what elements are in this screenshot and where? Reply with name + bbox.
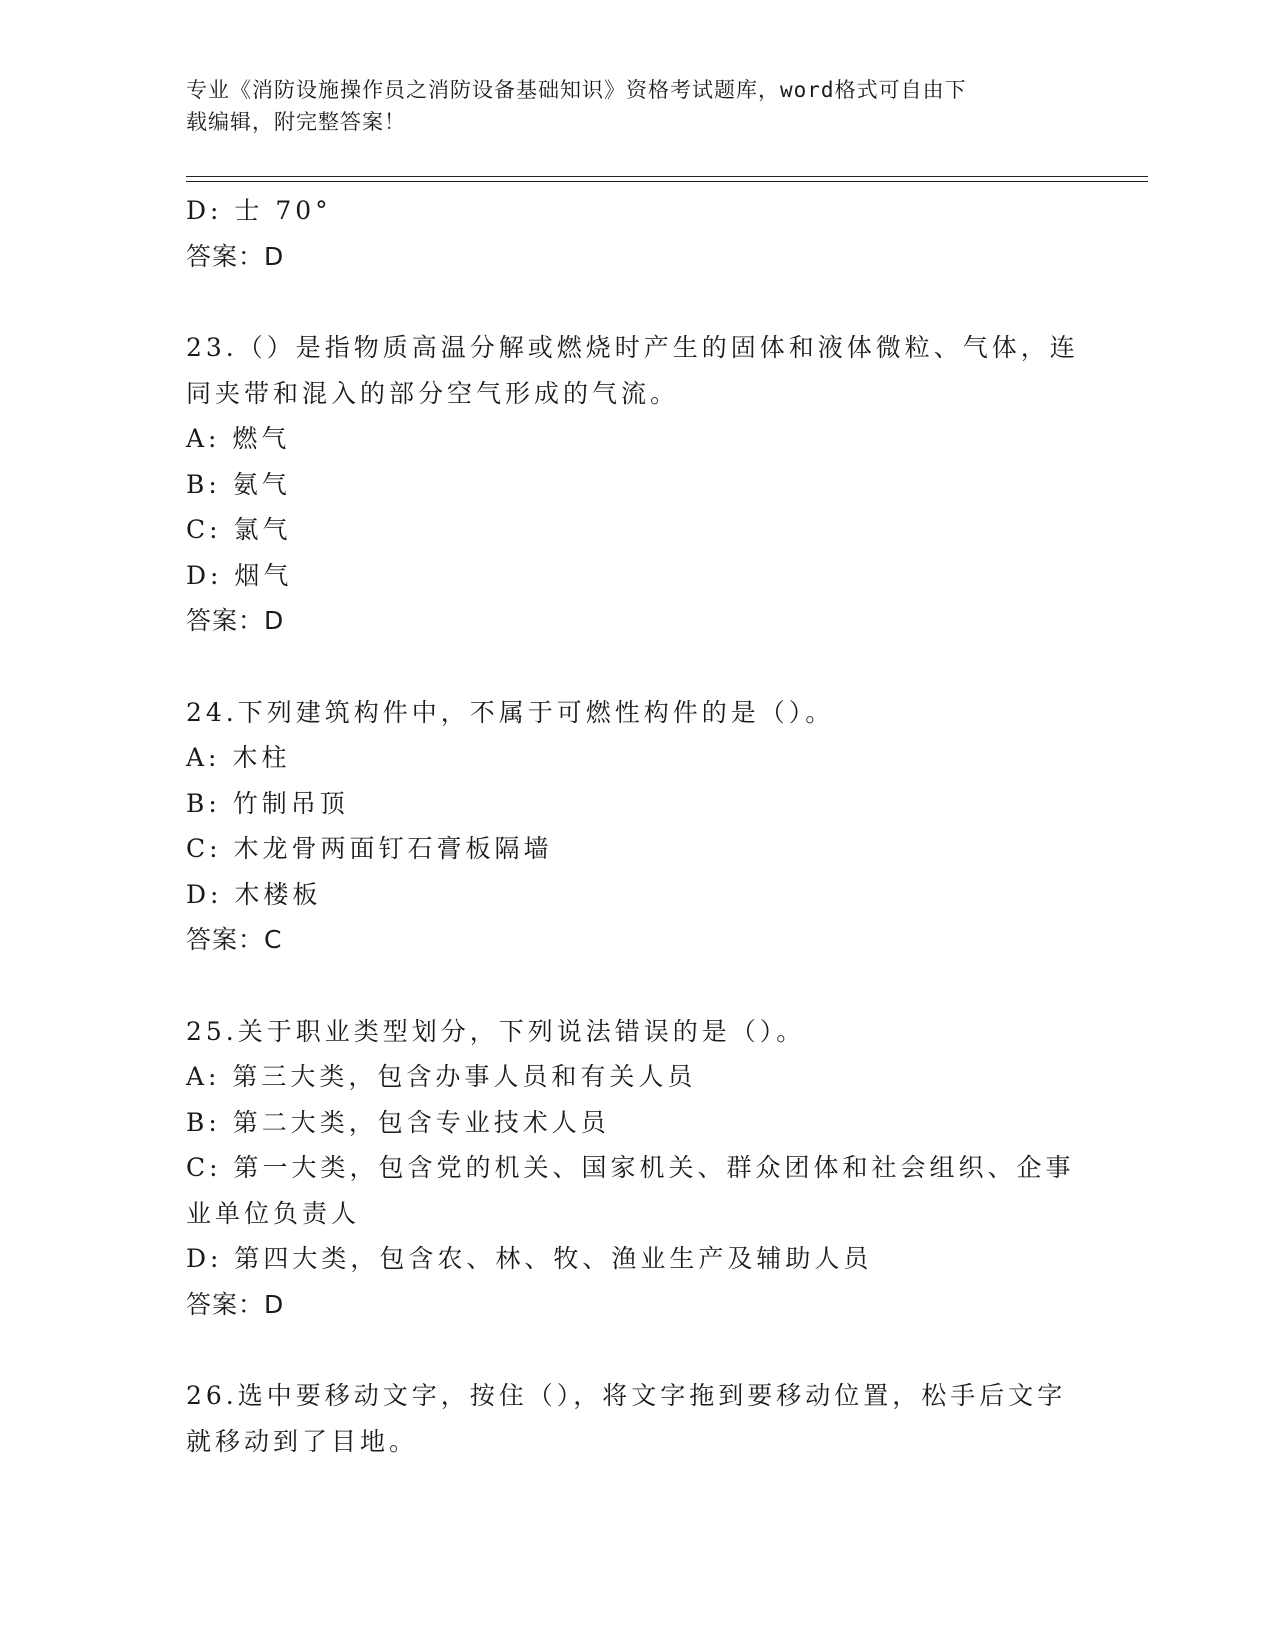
option-a: A: 木柱	[186, 743, 291, 772]
question-stem: 23.（）是指物质高温分解或燃烧时产生的固体和液体微粒、气体，连	[186, 333, 1079, 362]
question-stem: 26.选中要移动文字，按住（），将文字拖到要移动位置，松手后文字	[186, 1381, 1067, 1410]
spacer	[186, 279, 1086, 325]
option-d: D: 第四大类，包含农、林、牧、渔业生产及辅助人员	[186, 1244, 873, 1273]
question-stem: 25.关于职业类型划分，下列说法错误的是（）。	[186, 1016, 806, 1046]
question-stem-continued: 就移动到了目地。	[186, 1426, 419, 1456]
header-line-2: 载编辑，附完整答案！	[186, 110, 406, 134]
option-b: B: 氨气	[186, 469, 291, 499]
answer-line: 答案：D	[186, 606, 285, 635]
option-c: C: 第一大类，包含党的机关、国家机关、群众团体和社会组织、企事	[186, 1153, 1075, 1182]
option-d: D: 烟气	[186, 560, 293, 590]
spacer	[186, 1327, 1086, 1373]
question-stem-continued: 同夹带和混入的部分空气形成的气流。	[186, 378, 680, 408]
question-24	[186, 690, 1086, 963]
option-c: C: 木龙骨两面钉石膏板隔墙	[186, 834, 553, 863]
document-header	[186, 74, 1066, 138]
question-22-tail	[186, 188, 1086, 279]
header-divider-bottom	[186, 181, 1148, 182]
option-d: D: 木楼板	[186, 879, 322, 909]
option-a: A: 燃气	[186, 424, 291, 453]
question-26	[186, 1373, 1086, 1464]
answer-line: 答案：D	[186, 1289, 285, 1319]
option-b: B: 第二大类，包含专业技术人员	[186, 1107, 610, 1137]
header-line-1: 专业《消防设施操作员之消防设备基础知识》资格考试题库，word格式可自由下	[186, 78, 967, 102]
spacer	[186, 644, 1086, 690]
question-25	[186, 1009, 1086, 1328]
answer-line: 答案：D	[186, 241, 285, 271]
question-list	[186, 188, 1086, 1464]
option-a: A: 第三大类，包含办事人员和有关人员	[186, 1062, 697, 1091]
spacer	[186, 963, 1086, 1009]
question-23	[186, 325, 1086, 644]
option-b: B: 竹制吊顶	[186, 788, 349, 818]
header-divider-top	[186, 176, 1148, 177]
answer-line: 答案：C	[186, 925, 283, 954]
question-stem: 24.下列建筑构件中，不属于可燃性构件的是（）。	[186, 697, 835, 727]
option-d: D: 士 70°	[186, 196, 332, 225]
option-c: C: 氯气	[186, 515, 292, 544]
option-c-continued: 业单位负责人	[186, 1198, 361, 1228]
